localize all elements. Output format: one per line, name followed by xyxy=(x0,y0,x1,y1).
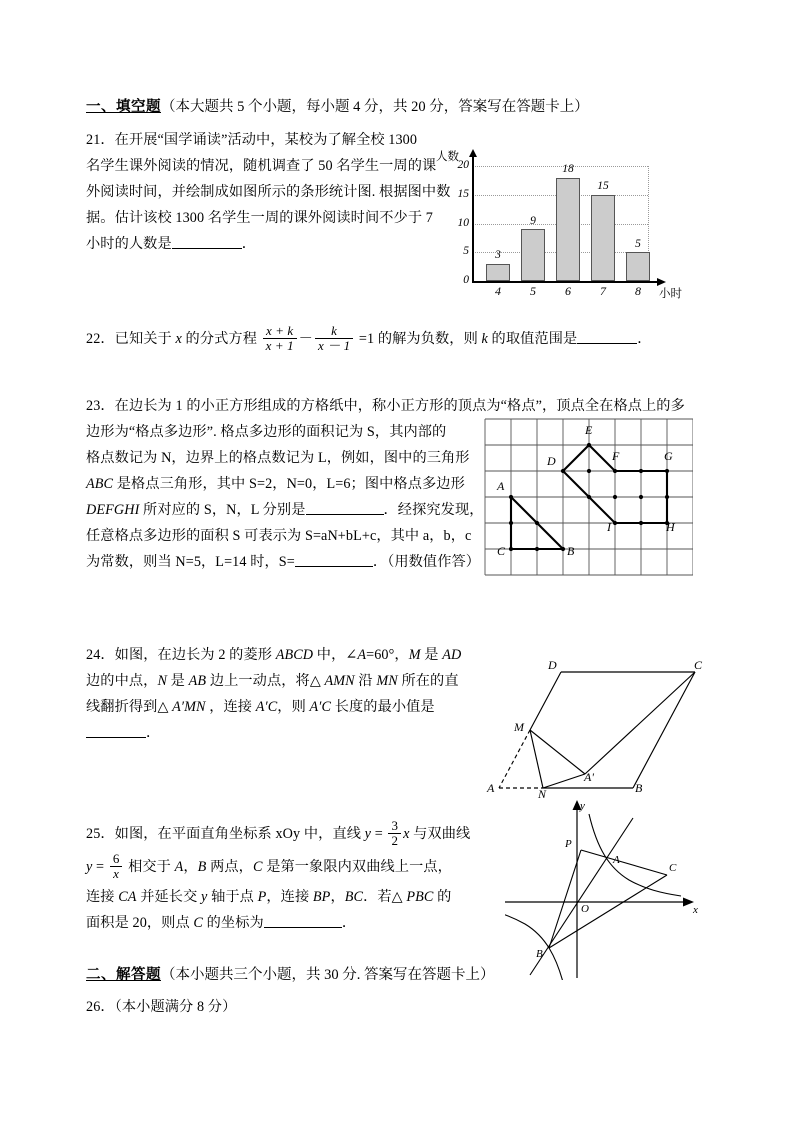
grid-label-F: F xyxy=(612,449,620,463)
q25-answer-blank[interactable] xyxy=(264,914,342,928)
q23-line-5-end: ．经探究发现， xyxy=(383,502,484,518)
q24-line-4 xyxy=(86,720,486,746)
q22-fraction-1 xyxy=(263,324,297,354)
coord-label-B: B xyxy=(536,948,543,960)
rhombus-edges xyxy=(530,672,695,788)
hyperbola-branch-1 xyxy=(589,814,681,896)
q24-line-1 xyxy=(86,642,486,668)
rhombus-label-N: N xyxy=(538,787,547,801)
chart-ylabel: 人数 xyxy=(436,151,459,163)
q22-pre: 22．已知关于 xyxy=(86,331,176,347)
ytick-15: 15 xyxy=(457,187,469,200)
bar-chart-q21 xyxy=(433,148,683,303)
q24-l2-g: 沿 xyxy=(354,673,377,689)
origin-label-O: O xyxy=(581,903,589,915)
q22-var-x: x xyxy=(175,331,182,347)
q25-tri-pbc: PBC xyxy=(406,889,434,905)
bar-6 xyxy=(556,178,580,282)
q24-rhombus-abcd: ABCD xyxy=(275,647,314,663)
q25-frac2-den: x xyxy=(110,866,123,882)
q22-frac2-den: x － 1 xyxy=(315,338,353,354)
ytick-5: 5 xyxy=(463,245,469,258)
rhombus-label-C: C xyxy=(694,658,703,672)
chart-xlabel: 小时 xyxy=(659,288,682,300)
grid-label-H: H xyxy=(666,520,675,534)
q25-point-c: C xyxy=(252,859,263,875)
ytick-10: 10 xyxy=(457,216,469,229)
q24-l1-g: 是 xyxy=(420,647,443,663)
q23-line-3: 格点数记为 N，边界上的格点数记为 L，例如，图中的三角形 xyxy=(86,450,470,466)
chart-x-axis xyxy=(472,281,658,283)
q21-line-5 xyxy=(86,231,426,257)
q21-line-5-end: ． xyxy=(241,236,257,252)
q24-tri-a-prime-mn: A′MN xyxy=(172,699,206,715)
section-1-heading xyxy=(86,99,589,116)
grid-label-C: C xyxy=(497,544,506,558)
q24-l3-c: ，连接 xyxy=(205,699,256,715)
q25-line-2 xyxy=(86,850,486,884)
q22-var-k: k xyxy=(481,331,488,347)
ytick-20: 20 xyxy=(457,159,469,171)
coord-label-P: P xyxy=(565,838,572,850)
grid-label-A: A xyxy=(497,479,505,493)
q23-answer-blank-2[interactable] xyxy=(295,553,373,567)
q25-l2-b: = xyxy=(92,859,108,875)
question-21 xyxy=(86,127,451,257)
q23-triangle-abc: ABC xyxy=(86,476,114,492)
q22-fraction-2 xyxy=(315,324,353,354)
q24-seg-a-prime-c-2: A′C xyxy=(309,699,332,715)
q24-seg-a-prime-c-1: A′C xyxy=(255,699,278,715)
q25-seg-ca: CA xyxy=(118,889,137,905)
q25-l2-i: 是第一象限内双曲线上一点， xyxy=(262,859,452,875)
q23-line-4 xyxy=(86,471,486,497)
q25-l4-c: 的坐标为 xyxy=(203,915,264,931)
question-26 xyxy=(86,994,486,1020)
grid-label-E: E xyxy=(585,423,593,437)
q22-eq: =1 的解为负数，则 xyxy=(355,331,482,347)
q24-l3-a: 线翻折得到△ xyxy=(86,699,173,715)
q25-fraction-6-x xyxy=(110,852,123,882)
q21-line-1: 21．在开展“国学诵读”活动中，某校为了解全校 1300 xyxy=(86,132,418,148)
grid-label-D: D xyxy=(547,454,556,468)
question-22 xyxy=(86,322,652,356)
bar-value-7: 15 xyxy=(597,180,609,192)
q24-l2-i: 所在的直 xyxy=(397,673,459,689)
rhombus-label-M: M xyxy=(514,720,524,734)
axis-label-x: x xyxy=(693,904,698,916)
q23-line-5 xyxy=(86,497,486,523)
rhombus-label-A: A xyxy=(487,781,495,795)
q24-l1-c: 中，∠ xyxy=(313,647,358,663)
q24-seg-ab: AB xyxy=(188,673,207,689)
rhombus-label-A-prime: A' xyxy=(584,770,594,784)
q25-fraction-3-2 xyxy=(388,819,401,849)
question-23 xyxy=(86,393,685,575)
q24-tri-amn: AMN xyxy=(324,673,355,689)
q25-y-2: y xyxy=(86,859,93,875)
q22-line-1 xyxy=(86,322,652,356)
q25-frac2-num: 6 xyxy=(112,850,120,866)
q25-l1-e: 与双曲线 xyxy=(409,826,471,842)
xtick-8: 8 xyxy=(635,284,641,298)
line-y-3x-2 xyxy=(530,818,633,975)
bar-value-6: 18 xyxy=(562,163,574,175)
q24-point-n: N xyxy=(157,673,168,689)
q23-line-7-text: 为常数，则当 N=5，L=14 时，S= xyxy=(86,554,295,570)
lattice-grid-svg xyxy=(481,415,693,577)
bar-4 xyxy=(486,264,510,281)
q24-l2-a: 边的中点， xyxy=(86,673,158,689)
q23-line-4-text: 是格点三角形，其中 S=2，N=0，L=6；图中格点多边形 xyxy=(113,476,465,492)
q25-l2-g: 两点， xyxy=(206,859,253,875)
q24-l1-e: =60°， xyxy=(366,647,409,663)
q24-l3-e: ，则 xyxy=(277,699,310,715)
q25-seg-bp: BP xyxy=(312,889,331,905)
q23-line-2: 边形为“格点多边形”. 格点多边形的面积记为 S，其内部的 xyxy=(86,424,447,440)
q21-answer-blank[interactable] xyxy=(172,235,242,249)
rhombus-label-D: D xyxy=(548,658,557,672)
q26-line-1: 26．（本小题满分 8 分） xyxy=(86,999,237,1015)
q22-end: ． xyxy=(637,331,652,347)
bar-value-4: 3 xyxy=(495,249,501,261)
q24-l3-g: 长度的最小值是 xyxy=(331,699,435,715)
q25-l3-a: 连接 xyxy=(86,889,119,905)
coord-label-C: C xyxy=(669,862,677,874)
q25-l1-a: 25．如图，在平面直角坐标系 xOy 中，直线 xyxy=(86,826,365,842)
xtick-4: 4 xyxy=(495,284,501,298)
q25-l3-g: ，连接 xyxy=(266,889,313,905)
q24-l4-end: ． xyxy=(146,725,161,741)
q24-line-2 xyxy=(86,668,486,694)
q24-answer-blank[interactable] xyxy=(86,724,146,738)
bar-value-8: 5 xyxy=(635,237,641,250)
coordinate-svg xyxy=(505,800,705,980)
q25-point-c-2: C xyxy=(193,915,203,931)
q25-l4-d: ． xyxy=(341,915,357,931)
q25-line-4 xyxy=(86,910,486,936)
q25-axis-y: y xyxy=(201,889,208,905)
lattice-grid-figure xyxy=(481,415,693,577)
y-axis-arrow xyxy=(469,149,477,157)
q22-frac2-num: k xyxy=(331,322,338,338)
q25-line-1 xyxy=(86,818,486,850)
q23-answer-blank-1[interactable] xyxy=(306,501,384,515)
bar-value-5: 9 xyxy=(530,214,536,227)
q24-seg-ad: AD xyxy=(442,647,462,663)
triangle-pbc-and-segments xyxy=(549,850,667,948)
coord-label-A: A xyxy=(613,854,620,866)
q24-l2-e: 边上一动点，将△ xyxy=(206,673,325,689)
q25-l3-k: ．若△ xyxy=(363,889,407,905)
q22-frac1-num: x + k xyxy=(265,322,294,338)
q24-l2-c: 是 xyxy=(167,673,189,689)
q25-frac1-den: 2 xyxy=(388,833,401,849)
bar-5 xyxy=(521,229,545,281)
rhombus-figure xyxy=(483,648,703,808)
q24-line-mn: MN xyxy=(376,673,398,689)
q25-point-b: B xyxy=(197,859,207,875)
q24-line-3 xyxy=(86,694,486,720)
xtick-7: 7 xyxy=(600,284,606,298)
grid-label-B: B xyxy=(567,544,575,558)
q21-line-2: 名学生课外阅读的情况，随机调查了 50 名学生一周的课 xyxy=(86,158,437,174)
q25-point-a: A xyxy=(174,859,184,875)
section-2-subtitle: （本小题共三个小题，共 30 分. 答案写在答题卡上） xyxy=(161,967,495,983)
q24-angle-a: A xyxy=(357,647,367,663)
question-24 xyxy=(86,642,486,746)
q22-answer-blank[interactable] xyxy=(577,330,637,344)
q25-l3-c: 并延长交 xyxy=(136,889,202,905)
grid-label-G: G xyxy=(664,449,673,463)
q25-l2-e: ， xyxy=(183,859,198,875)
q22-post: 的取值范围是 xyxy=(487,331,578,347)
q22-frac1-den: x + 1 xyxy=(263,338,297,354)
section-1-title: 一、填空题 xyxy=(86,99,161,115)
q21-line-3: 外阅读时间，并绘制成如图所示的条形统计图. 根据图中数 xyxy=(86,184,451,200)
q21-line-4: 据。估计该校 1300 名学生一周的课外阅读时间不少于 7 xyxy=(86,210,433,226)
q25-line-3 xyxy=(86,884,486,910)
fold-construction xyxy=(530,672,695,788)
q21-line-5-text: 小时的人数是 xyxy=(86,236,172,252)
bar-8 xyxy=(626,252,650,281)
q25-frac1-num: 3 xyxy=(391,817,399,833)
q25-l3-e: 轴于点 xyxy=(207,889,258,905)
q23-line-5-text: 所对应的 S，N，L 分别是 xyxy=(139,502,306,518)
q24-l1-a: 24．如图，在边长为 2 的菱形 xyxy=(86,647,276,663)
section-2-heading xyxy=(86,967,495,984)
q25-l3-i: ， xyxy=(330,889,345,905)
q23-line-7-end: ．（用数值作答） xyxy=(372,554,481,570)
rhombus-label-B: B xyxy=(635,781,643,795)
q25-l3-m: 的 xyxy=(433,889,452,905)
q23-line-7 xyxy=(86,549,486,575)
xtick-5: 5 xyxy=(530,284,536,298)
q23-polygon-defghi: DEFGHI xyxy=(86,502,140,518)
q25-y-1: y xyxy=(364,826,372,842)
section-2-title: 二、解答题 xyxy=(86,967,161,983)
q22-mid: 的分式方程 xyxy=(181,331,261,347)
q23-line-1: 23．在边长为 1 的小正方形组成的方格纸中，称小正方形的顶点为“格点”，顶点全在格点上的多 xyxy=(86,398,685,414)
grid-label-I: I xyxy=(607,520,611,534)
q25-l1-c: = xyxy=(371,826,387,842)
q25-x-1: x xyxy=(403,826,410,842)
xtick-6: 6 xyxy=(565,284,571,298)
q25-seg-bc: BC xyxy=(344,889,364,905)
chart-y-axis xyxy=(472,156,474,282)
q25-l2-c: 相交于 xyxy=(124,859,175,875)
q25-l4-a: 面积是 20，则点 xyxy=(86,915,194,931)
q25-point-p: P xyxy=(257,889,267,905)
question-25 xyxy=(86,818,486,936)
bar-7 xyxy=(591,195,615,281)
q24-point-m: M xyxy=(408,647,421,663)
section-1-subtitle: （本大题共 5 个小题，每小题 4 分，共 20 分，答案写在答题卡上） xyxy=(161,99,589,115)
q22-minus: － xyxy=(298,331,313,347)
q23-line-6: 任意格点多边形的面积 S 可表示为 S=aN+bL+c，其中 a，b，c xyxy=(86,528,472,544)
coordinate-figure xyxy=(505,800,705,980)
axis-label-y: y xyxy=(580,800,585,812)
ytick-0: 0 xyxy=(463,274,469,286)
